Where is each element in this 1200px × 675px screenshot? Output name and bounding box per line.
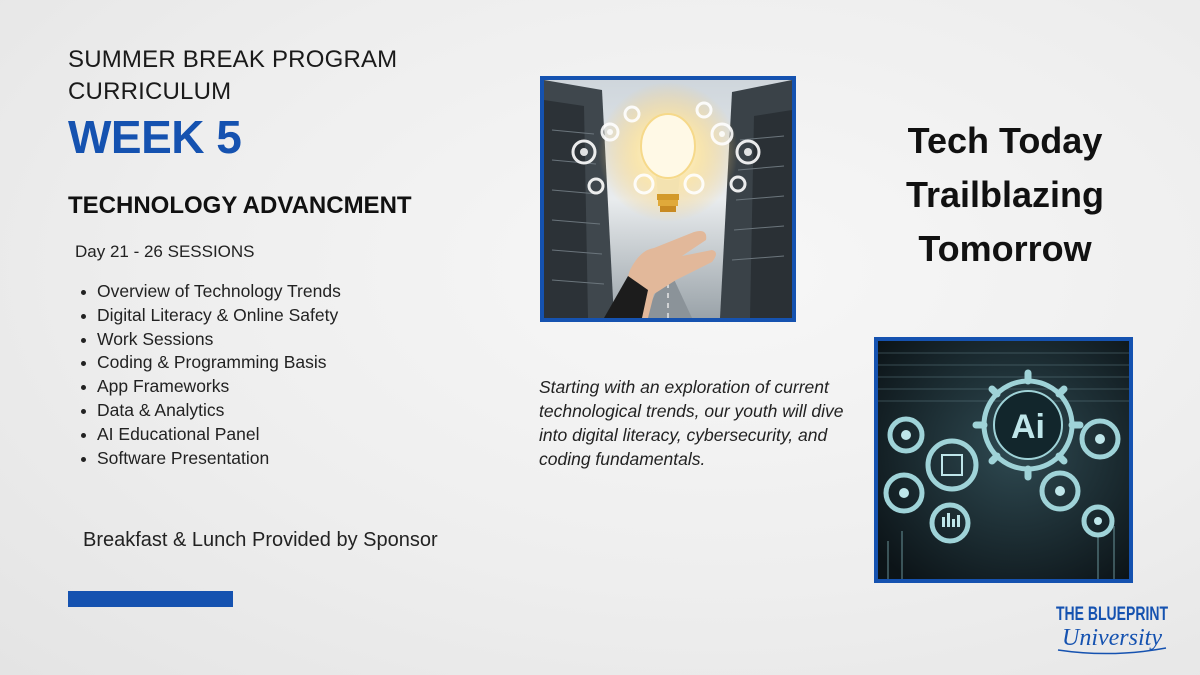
- program-title-line1: SUMMER BREAK PROGRAM: [68, 46, 398, 73]
- accent-bar: [68, 591, 233, 607]
- blueprint-logo-mark: [1052, 598, 1172, 660]
- blueprint-university-logo: [1052, 598, 1172, 660]
- tagline-line2: Trailblazing: [905, 174, 1105, 215]
- days-sessions: Day 21 - 26 SESSIONS: [75, 242, 255, 261]
- lightbulb-gears-hand-photo: [540, 76, 796, 322]
- list-item: AI Educational Panel: [78, 423, 341, 447]
- week-heading: WEEK 5: [68, 111, 242, 163]
- ai-gears-circuit-photo: [874, 337, 1133, 583]
- program-description: Starting with an exploration of current technological trends, our youth will dive into digital literacy, cybersecurity, and coding fundamentals.: [539, 377, 844, 469]
- tagline: [860, 114, 1150, 276]
- list-item: Overview of Technology Trends: [78, 280, 341, 304]
- list-item: Coding & Programming Basis: [78, 351, 341, 375]
- list-item: Data & Analytics: [78, 399, 341, 423]
- logo-line2: University: [1062, 625, 1162, 651]
- list-item: Work Sessions: [78, 328, 341, 352]
- program-title-line2: CURRICULUM: [68, 78, 232, 105]
- program-title: [68, 44, 397, 108]
- list-item: Digital Literacy & Online Safety: [78, 304, 341, 328]
- topics-list: [78, 280, 341, 470]
- tagline-line1: Tech Today: [907, 120, 1103, 161]
- list-item: App Frameworks: [78, 375, 341, 399]
- list-item: Software Presentation: [78, 447, 341, 471]
- lightbulb-photo-illustration: [544, 80, 792, 318]
- theme-heading: TECHNOLOGY ADVANCMENT: [68, 192, 412, 219]
- logo-line1: THE BLUEPRINT: [1056, 604, 1169, 625]
- ai-label: Ai: [1011, 408, 1045, 446]
- meals-note: Breakfast & Lunch Provided by Sponsor: [83, 529, 438, 551]
- ai-photo-illustration: [878, 341, 1129, 579]
- tagline-line3: Tomorrow: [918, 228, 1092, 269]
